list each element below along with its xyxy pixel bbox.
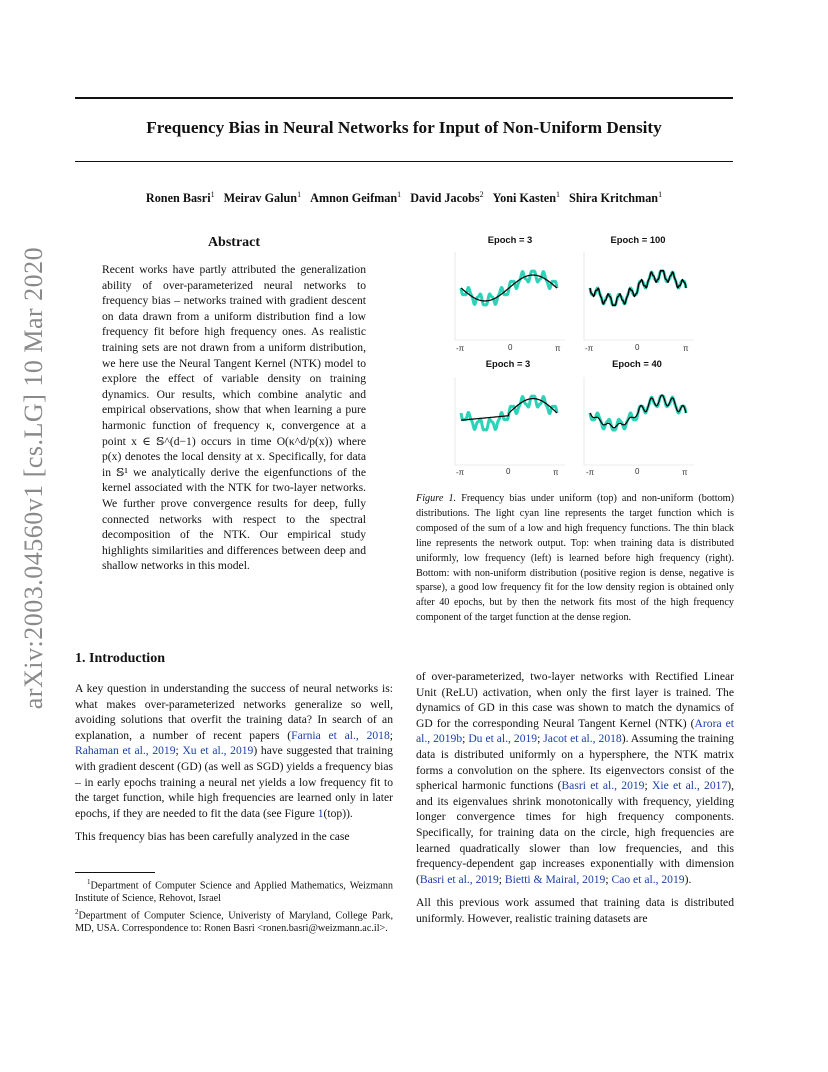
network-output-line <box>590 271 686 306</box>
citation-link[interactable]: Du et al., 2019 <box>468 732 538 746</box>
author: David Jacobs$^2$ <box>410 190 484 206</box>
paragraph: of over-parameterized, two-layer networks with Rectified Linear Unit (ReLU) activation, when only the first layer is trained. The dynamics of GD in this case was shown to match the dynamics of GD for the corresponding Neural Tangent Kernel (NTK) (Arora et al., 2019b; Du et al., 2019; Jacot et al., 2018). Assuming the training data is distributed uniformly on a hypersphere, the NTK matrix forms a convolution on the sphere. Its eigenvectors consist of the spherical harmonic functions (Basri et al., 2019; Xie et al., 2017), and its eigenvalues shrink monotonically with frequency, yielding longer convergence times for high frequency components. Specifically, for training data on the circle, high frequencies are learned quadratically slower than low frequencies, and this frequency-dependent gap increases exponentially with dimension (Basri et al., 2019; Bietti & Mairal, 2019; Cao et al., 2019). <box>416 670 735 886</box>
panel-title: Epoch = 100 <box>610 234 666 245</box>
tick-label: -π <box>456 344 465 353</box>
abstract-text: Recent works have partly attributed the generalization ability of over-parameterized neural networks to frequency bias – networks trained with gradient descent on data drawn from a uniform distribution find a low frequency fit before high frequency ones. As realistic training sets are not drawn from a uniform distribution, we here use the Neural Tangent Kernel (NTK) model to explore the effect of variable density on training dynamics. Our results, which combine analytic and empirical observations, show that when learning a pure harmonic function of frequency κ, convergence at a point x ∈ 𝕊^(d−1) occurs in time O(κ^d/p(x)) where p(x) denotes the local density at x. Specifically, for data in 𝕊¹ we analytically derive the eigenfunctions of the kernel associated with the NTK for two-layer networks. We further prove convergence results for deep, fully connected networks with respect to the spectral decomposition of the NTK. Our empirical study highlights similarities and differences between deep and shallow networks in this model. <box>102 263 366 573</box>
network-output-line <box>461 275 557 301</box>
figure-reference-link[interactable]: 1 <box>317 806 324 820</box>
paragraph: This frequency bias has been carefully analyzed in the case <box>75 830 350 844</box>
citation-link[interactable]: Basri et al., 2019 <box>561 779 645 793</box>
paragraph: A key question in understanding the success of neural networks is: what makes over-parameterized networks generalize so well, avoiding solutions that overfit the training data? In search of an explanation, a number of recent papers (Farnia et al., 2018; Rahaman et al., 2019; Xu et al., 2019) have suggested that training with gradient descent (GD) (as well as SGD) yields a frequency bias – in early epochs training a neural net yields a low frequency fit to the target function, while high frequencies are learned only in later epochs, if they are needed to fit the data (see Figure 1(top)). <box>75 682 393 820</box>
author: Yoni Kasten$^1$ <box>492 190 560 206</box>
author: Shira Kritchman$^1$ <box>569 190 663 206</box>
panel-title: Epoch = 40 <box>612 358 662 369</box>
title-top-rule <box>75 97 733 99</box>
author-list <box>75 190 733 206</box>
citation-link[interactable]: Basri et al., 2019 <box>419 872 499 886</box>
tick-label: 0 <box>508 343 513 352</box>
plot-panel-top-left <box>447 248 572 358</box>
tick-label: 0 <box>635 467 640 476</box>
tick-label: 0 <box>635 343 640 352</box>
arxiv-identifier: arXiv:2003.04560v1 [cs.LG] 10 Mar 2020 <box>19 246 48 710</box>
citation-link[interactable]: Jacot et al., 2018 <box>543 732 622 746</box>
footnote-rule <box>75 872 155 873</box>
section-heading: 1. Introduction <box>75 651 165 666</box>
tick-label: -π <box>586 468 595 477</box>
tick-label: -π <box>585 344 594 353</box>
right-column-text <box>416 669 734 935</box>
left-column-text <box>75 681 393 853</box>
paragraph: All this previous work assumed that training data is distributed uniformly. However, realistic training datasets are <box>416 896 734 925</box>
citation-link[interactable]: Arora et al., 2019b <box>416 716 734 746</box>
citation-link[interactable]: Xie et al., 2017 <box>651 779 728 793</box>
caption-text: Frequency bias under uniform (top) and non-uniform (bottom) distributions. The light cyan line represents the target function which is composed of the sum of a low and high frequency functions. The thin black line represents the network output. Top: when training data is distributed uniformly, low frequency (left) is learned before high frequency (right). Bottom: with non-uniform distribution (positive region is dense, negative is sparse), a good low frequency fit for the low density region is obtained only after 40 epochs, but by then the network fits most of the high frequency component of the target function at the dense region. <box>416 493 734 624</box>
tick-label: π <box>555 344 561 353</box>
tick-label: π <box>683 344 689 353</box>
footnote: $^1$Department of Computer Science and Applied Mathematics, Weizmann Institute of Science, Rehovot, Israel $^2$Department of Computer Science, Univeristy of Maryland, College Park, MD, USA. Correspondence to: Ronen Basri <ronen.basri@weizmann.ac.il>. <box>75 878 393 935</box>
abstract-heading: Abstract <box>207 235 261 250</box>
panel-title: Epoch = 3 <box>485 358 531 369</box>
caption-label: Figure 1. <box>416 493 457 504</box>
figure-caption <box>416 492 734 626</box>
citation-link[interactable]: Bietti & Mairal, 2019 <box>504 872 606 886</box>
author: Ronen Basri$^1$ <box>145 190 215 206</box>
arxiv-sidebar <box>14 246 54 710</box>
tick-label: 0 <box>506 467 511 476</box>
tick-label: π <box>682 468 688 477</box>
tick-label: π <box>553 468 559 477</box>
author: Amnon Geifman$^1$ <box>310 190 402 206</box>
plot-panel-top-right <box>576 248 701 358</box>
author: Meirav Galun$^1$ <box>223 190 302 206</box>
citation-link[interactable]: Farnia et al., 2018 <box>291 728 390 742</box>
paper-title: Frequency Bias in Neural Networks for Input of Non-Uniform Density <box>146 118 662 137</box>
citation-link[interactable]: Xu et al., 2019 <box>182 744 254 758</box>
tick-label: -π <box>456 468 465 477</box>
citation-link[interactable]: Rahaman et al., 2019 <box>75 744 176 758</box>
title-bottom-rule <box>75 161 733 162</box>
panel-title: Epoch = 3 <box>487 234 533 245</box>
citation-link[interactable]: Cao et al., 2019 <box>611 872 685 886</box>
